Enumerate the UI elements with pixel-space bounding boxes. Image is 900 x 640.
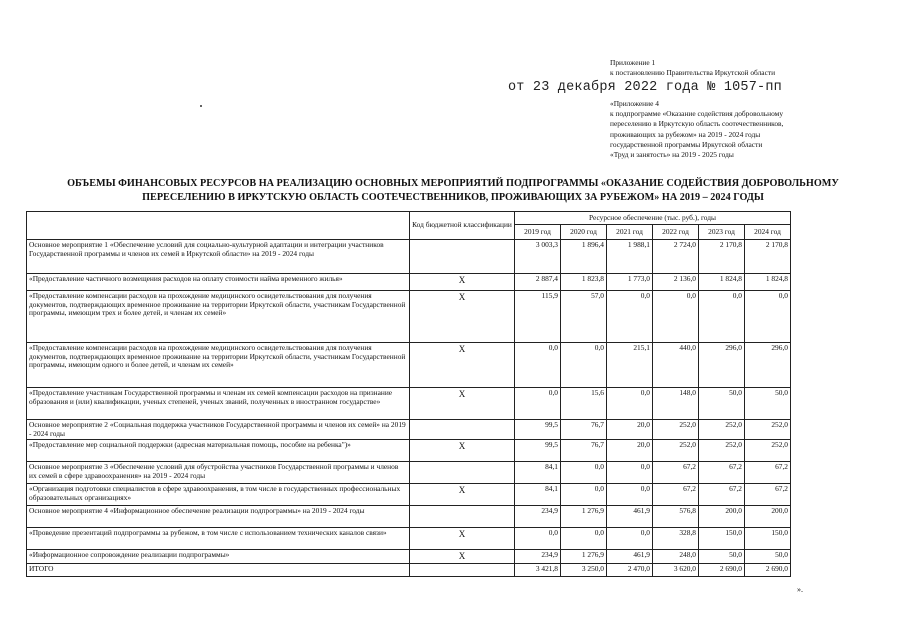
row-value: 99,5 (515, 420, 561, 440)
table-row (27, 440, 791, 462)
appendix-4-line: проживающих за рубежом» на 2019 - 2024 годы (610, 129, 761, 139)
row-value: 248,0 (653, 550, 699, 564)
row-value: 252,0 (699, 420, 745, 440)
row-value: 0,0 (561, 343, 607, 388)
row-name: Основное мероприятие 4 «Информационное обеспечение реализации подпрограммы» на 2019 - 2024 годы (27, 506, 410, 528)
row-value: 99,5 (515, 440, 561, 462)
table-row (27, 506, 791, 528)
row-value: 20,0 (607, 420, 653, 440)
decree-date-stamp: от 23 декабря 2022 года № 1057-пп (508, 80, 782, 95)
row-value: 15,6 (561, 388, 607, 420)
table-row (27, 388, 791, 420)
table-row (27, 564, 791, 577)
row-value: 234,9 (515, 550, 561, 564)
table-row (27, 343, 791, 388)
row-value: 2 136,0 (653, 274, 699, 291)
row-value: 76,7 (561, 420, 607, 440)
row-value: 2 724,0 (653, 240, 699, 274)
row-code: X (410, 440, 515, 462)
header-resource: Ресурсное обеспечение (тыс. руб.), годы (515, 212, 791, 225)
row-value: 150,0 (699, 528, 745, 550)
row-value: 1 824,8 (699, 274, 745, 291)
row-code: X (410, 528, 515, 550)
row-value: 252,0 (653, 440, 699, 462)
header-year: 2020 год (561, 225, 607, 240)
row-value: 0,0 (607, 528, 653, 550)
row-code: X (410, 343, 515, 388)
row-value: 0,0 (515, 388, 561, 420)
row-value: 200,0 (699, 506, 745, 528)
header-year: 2023 год (699, 225, 745, 240)
row-value: 0,0 (607, 484, 653, 506)
row-value: 2 887,4 (515, 274, 561, 291)
row-code: X (410, 291, 515, 343)
row-value: 0,0 (561, 484, 607, 506)
row-value: 234,9 (515, 506, 561, 528)
row-name: «Проведение презентаций подпрограммы за рубежом, в том числе с использованием технических каналов связи» (27, 528, 410, 550)
appendix-4-line: к подпрограмме «Оказание содействия добровольному (610, 109, 784, 119)
row-code (410, 462, 515, 484)
appendix-4-note (610, 99, 783, 160)
row-value: 252,0 (653, 420, 699, 440)
row-value: 1 896,4 (561, 240, 607, 274)
row-name: Основное мероприятие 1 «Обеспечение условий для социально-культурной адаптации и интеграции участников Государственной программы и членов их семей в Иркутской области» на 2019 - 2024 годы (27, 240, 410, 274)
appendix-4-line: «Труд и занятость» на 2019 - 2025 годы (610, 150, 734, 160)
row-value: 115,9 (515, 291, 561, 343)
header-year: 2024 год (745, 225, 791, 240)
row-value: 461,9 (607, 506, 653, 528)
row-value: 50,0 (699, 550, 745, 564)
row-code (410, 564, 515, 577)
closing-quote: ». (797, 585, 803, 594)
row-value: 2 170,8 (699, 240, 745, 274)
row-value: 2 470,0 (607, 564, 653, 577)
row-value: 50,0 (745, 550, 791, 564)
row-value: 2 170,8 (745, 240, 791, 274)
row-value: 2 690,0 (745, 564, 791, 577)
financing-table (26, 211, 791, 577)
row-value: 1 823,8 (561, 274, 607, 291)
row-value: 1 773,0 (607, 274, 653, 291)
row-name: «Предоставление мер социальной поддержки (адресная материальная помощь, пособие на ребенка")» (27, 440, 410, 462)
row-code: X (410, 274, 515, 291)
row-code (410, 420, 515, 440)
scan-dot (200, 105, 202, 107)
row-value: 3 620,0 (653, 564, 699, 577)
row-name: Основное мероприятие 2 «Социальная поддержка участников Государственной программы и членов их семей» на 2019 - 2024 годы (27, 420, 410, 440)
row-value: 328,8 (653, 528, 699, 550)
table-row (27, 274, 791, 291)
appendix-4-line: переселению в Иркутскую область соотечественников, (610, 119, 784, 129)
row-value: 67,2 (745, 484, 791, 506)
row-value: 3 250,0 (561, 564, 607, 577)
row-name: Основное мероприятие 3 «Обеспечение условий для обустройства участников Государственной программы и членов их семей в сфере здравоохранения» на 2019 - 2024 годы (27, 462, 410, 484)
row-value: 3 003,3 (515, 240, 561, 274)
table-row (27, 484, 791, 506)
row-value: 0,0 (561, 528, 607, 550)
appendix-1-note (610, 58, 775, 78)
row-value: 67,2 (699, 484, 745, 506)
row-value: 50,0 (745, 388, 791, 420)
title-line: ОБЪЕМЫ ФИНАНСОВЫХ РЕСУРСОВ НА РЕАЛИЗАЦИЮ ОСНОВНЫХ МЕРОПРИЯТИЙ ПОДПРОГРАММЫ «ОКАЗАНИЕ СОДЕЙСТВИЯ ДОБРОВОЛЬНОМУ (67, 178, 839, 189)
row-code: X (410, 550, 515, 564)
table-row (27, 528, 791, 550)
table-row (27, 420, 791, 440)
row-value: 461,9 (607, 550, 653, 564)
row-value: 440,0 (653, 343, 699, 388)
document-title (20, 177, 886, 204)
row-name: «Предоставление компенсации расходов на прохождение медицинского освидетельствования для получения документов, подтверждающих временное проживание на территории Иркутской области, участникам Государственной программы, имеющим одного и более детей, и членам их семей» (27, 343, 410, 388)
row-value: 296,0 (745, 343, 791, 388)
row-value: 1 276,9 (561, 506, 607, 528)
row-value: 67,2 (699, 462, 745, 484)
row-name: «Предоставление компенсации расходов на прохождение медицинского освидетельствования для получения документов, подтверждающих временное проживание на территории Иркутской области, участникам Государственной программы, имеющим трех и более детей, и членам их семей» (27, 291, 410, 343)
table-row (27, 550, 791, 564)
row-name: ИТОГО (27, 564, 410, 577)
appendix-4-line: «Приложение 4 (610, 99, 659, 108)
row-value: 84,1 (515, 484, 561, 506)
header-year: 2021 год (607, 225, 653, 240)
row-value: 0,0 (607, 291, 653, 343)
appendix-1-line: к постановлению Правительства Иркутской области (610, 68, 776, 78)
row-value: 67,2 (745, 462, 791, 484)
row-value: 252,0 (745, 440, 791, 462)
appendix-1-line: Приложение 1 (610, 58, 656, 67)
header-year: 2019 год (515, 225, 561, 240)
row-code (410, 506, 515, 528)
row-value: 2 690,0 (699, 564, 745, 577)
row-code: X (410, 388, 515, 420)
row-value: 0,0 (515, 528, 561, 550)
row-value: 215,1 (607, 343, 653, 388)
row-value: 67,2 (653, 462, 699, 484)
row-value: 84,1 (515, 462, 561, 484)
row-code: X (410, 484, 515, 506)
header-code: Код бюджетной классификации (410, 212, 515, 240)
row-value: 20,0 (607, 440, 653, 462)
table-row (27, 240, 791, 274)
row-value: 0,0 (515, 343, 561, 388)
row-value: 1 276,9 (561, 550, 607, 564)
row-value: 57,0 (561, 291, 607, 343)
header-year: 2022 год (653, 225, 699, 240)
row-name: «Информационное сопровождение реализации подпрограммы» (27, 550, 410, 564)
row-value: 0,0 (699, 291, 745, 343)
row-value: 252,0 (699, 440, 745, 462)
row-value: 0,0 (561, 462, 607, 484)
row-value: 3 421,8 (515, 564, 561, 577)
row-value: 76,7 (561, 440, 607, 462)
row-value: 0,0 (653, 291, 699, 343)
table-row (27, 462, 791, 484)
row-value: 1 988,1 (607, 240, 653, 274)
row-name: «Предоставление частичного возмещения расходов на оплату стоимости найма временного жилья» (27, 274, 410, 291)
row-value: 0,0 (607, 388, 653, 420)
title-line: ПЕРЕСЕЛЕНИЮ В ИРКУТСКУЮ ОБЛАСТЬ СООТЕЧЕСТВЕННИКОВ, ПРОЖИВАЮЩИХ ЗА РУБЕЖОМ» НА 2019 – 2024 ГОДЫ (142, 191, 764, 203)
row-value: 148,0 (653, 388, 699, 420)
row-value: 50,0 (699, 388, 745, 420)
table-row (27, 291, 791, 343)
row-value: 200,0 (745, 506, 791, 528)
row-name: «Предоставление участникам Государственной программы и членам их семей компенсации расходов на признание образования и (или) квалификации, ученых степеней, ученых званий, полученных в иностранном государстве» (27, 388, 410, 420)
row-code (410, 240, 515, 274)
row-value: 576,8 (653, 506, 699, 528)
row-name: «Организация подготовки специалистов в сфере здравоохранения, в том числе в государственных профессиональных образовательных организациях» (27, 484, 410, 506)
row-value: 1 824,8 (745, 274, 791, 291)
header-empty-cell (27, 212, 410, 240)
row-value: 252,0 (745, 420, 791, 440)
row-value: 150,0 (745, 528, 791, 550)
row-value: 0,0 (607, 462, 653, 484)
appendix-4-line: государственной программы Иркутской области (610, 139, 763, 149)
row-value: 67,2 (653, 484, 699, 506)
row-value: 0,0 (745, 291, 791, 343)
row-value: 296,0 (699, 343, 745, 388)
